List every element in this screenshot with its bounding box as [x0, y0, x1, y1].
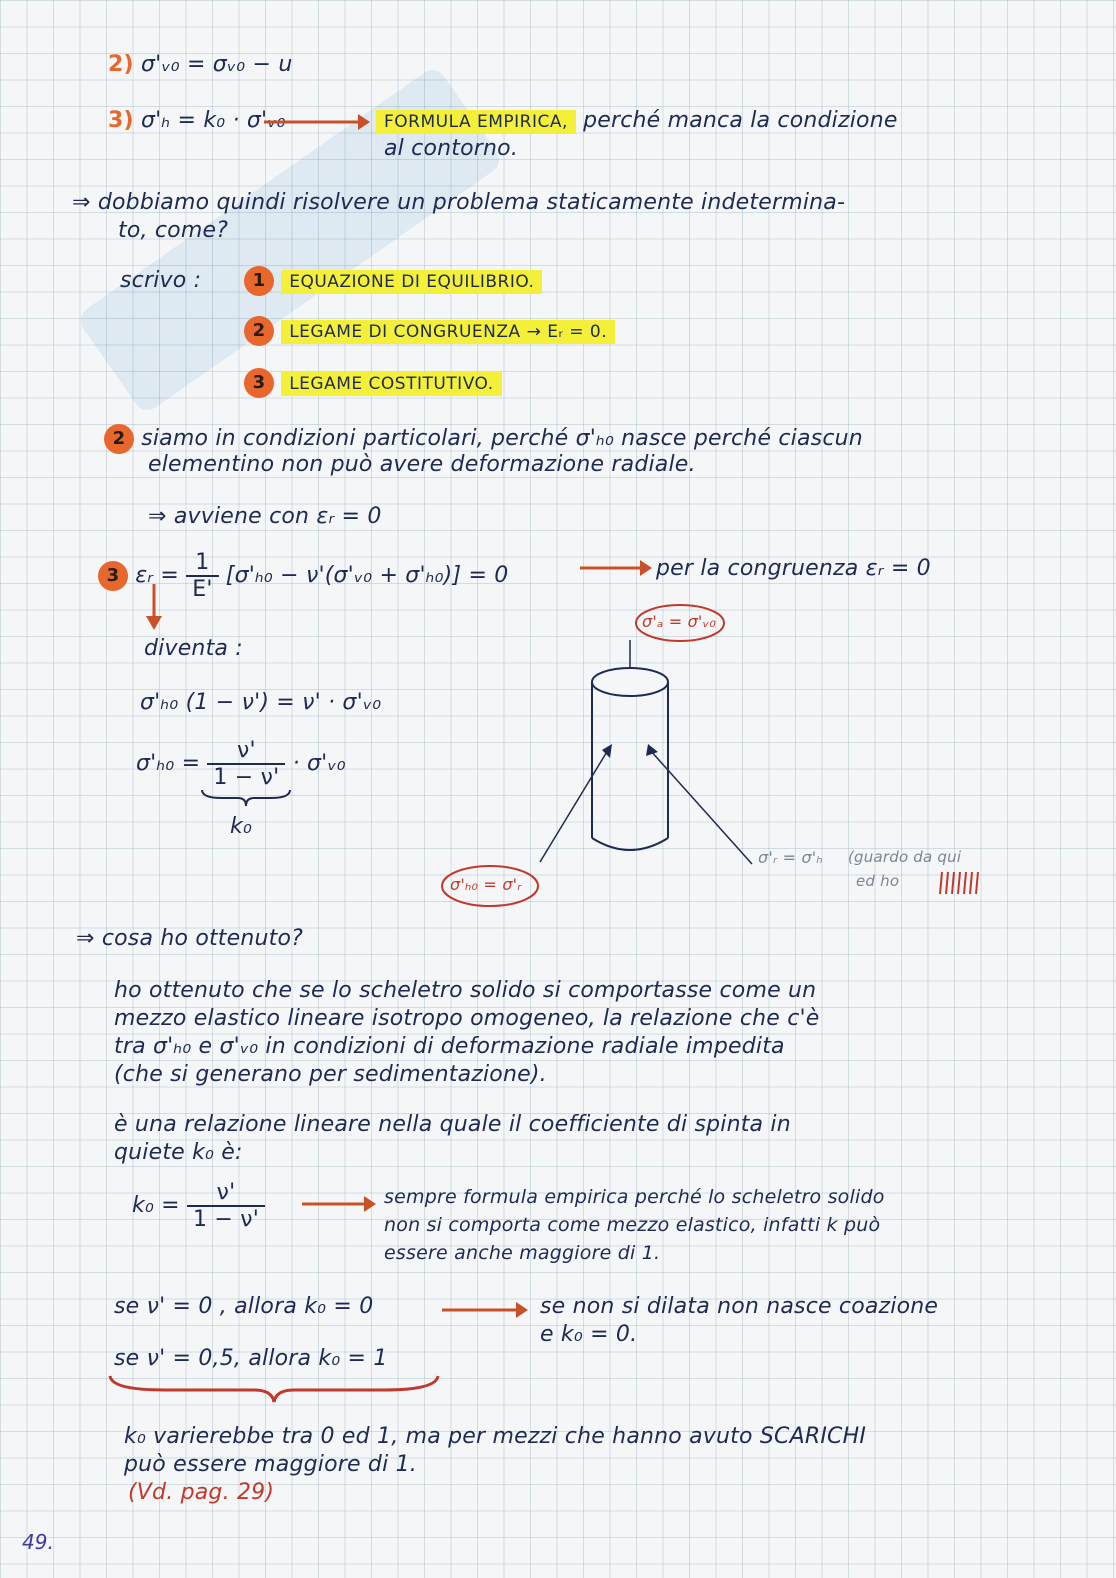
k0-fraction [187, 1180, 265, 1232]
constitutive-fraction [186, 550, 218, 602]
result-line-1: ho ottenuto che se lo scheletro solido si comportasse come un [114, 978, 817, 1003]
arrow-right-icon [578, 556, 654, 580]
derivation-2-numerator: ν' [207, 738, 285, 765]
paragraph-2-badge: 2 [104, 424, 134, 454]
case-nu-half: se ν' = 0,5, allora k₀ = 1 [114, 1346, 388, 1371]
constitutive-rhs: [σ'ₕ₀ − ν'(σ'ᵥ₀ + σ'ₕ₀)] = 0 [225, 563, 509, 588]
figure-right-note-b: ed ho [856, 872, 900, 890]
case-nu-zero-note-a: se non si dilata non nasce coazione [540, 1294, 939, 1319]
paragraph-2-line-a [104, 424, 863, 454]
paragraph-2-line-c: ⇒ avviene con εᵣ = 0 [148, 504, 382, 529]
step-1-badge: 1 [244, 266, 274, 296]
k0-lhs: k₀ = [132, 1193, 180, 1218]
k0-underbrace-label: k₀ [230, 814, 252, 839]
formula-empirica-note [376, 108, 898, 133]
step-1-text: EQUAZIONE DI EQUILIBRIO. [281, 270, 542, 294]
eq3-note-a: perché manca la condizione [583, 108, 898, 133]
k0-note-line-c: essere anche maggiore di 1. [384, 1242, 661, 1264]
derivation-line-2 [136, 738, 346, 790]
conclusion-line-2: può essere maggiore di 1. [124, 1452, 417, 1477]
equation-3-number: 3) [108, 108, 134, 133]
arrow-right-icon [262, 110, 372, 134]
step-2-result: → Εᵣ = 0. [526, 322, 608, 342]
k0-numerator: ν' [187, 1180, 265, 1207]
equation-2-text: σ'ᵥ₀ = σᵥ₀ − u [140, 52, 293, 77]
question-2: ⇒ cosa ho ottenuto? [76, 926, 304, 951]
arrow-down-icon [140, 582, 168, 632]
case-nu-zero: se ν' = 0 , allora k₀ = 0 [114, 1294, 374, 1319]
formula-empirica-highlight: FORMULA EMPIRICA, [376, 110, 576, 134]
k0-formula [132, 1180, 265, 1232]
cylinder-diagram [440, 600, 1040, 920]
figure-top-label: σ'ₐ = σ'ᵥ₀ [642, 612, 717, 631]
arrow-right-icon [440, 1298, 532, 1322]
equation-2 [108, 52, 292, 77]
brace-icon [104, 1374, 444, 1404]
k0-note-line-a: sempre formula empirica perché lo scheletro solido [384, 1186, 885, 1208]
derivation-2-fraction [207, 738, 285, 790]
step-3-text: LEGAME COSTITUTIVO. [281, 372, 501, 396]
result-line-4: (che si generano per sedimentazione). [114, 1062, 547, 1087]
derivation-2-lhs: σ'ₕ₀ = [136, 751, 201, 776]
step-2-badge: 2 [244, 316, 274, 346]
k0-note-line-b: non si comporta come mezzo elastico, infatti k può [384, 1214, 881, 1236]
equation-3 [108, 108, 286, 133]
step-1 [244, 266, 542, 296]
diventa-label: diventa : [144, 636, 243, 661]
case-nu-zero-note-b: e k₀ = 0. [540, 1322, 638, 1347]
step-2-text [281, 320, 615, 344]
question-1-line-a: ⇒ dobbiamo quindi risolvere un problema staticamente indetermina- [72, 190, 846, 215]
equation-2-number: 2) [108, 52, 134, 77]
arrow-right-icon [300, 1192, 380, 1216]
result-line-3: tra σ'ₕ₀ e σ'ᵥ₀ in condizioni di deformazione radiale impedita [114, 1034, 785, 1059]
scrivo-label: scrivo : [120, 268, 202, 293]
paragraph-3-badge: 3 [98, 561, 128, 591]
derivation-2-rhs: · σ'ᵥ₀ [292, 751, 346, 776]
step-2 [244, 316, 615, 346]
constitutive-fraction-numerator: 1 [186, 550, 218, 577]
step-3-badge: 3 [244, 368, 274, 398]
congruence-note: per la congruenza εᵣ = 0 [656, 556, 931, 581]
underbrace-icon [198, 786, 294, 808]
figure-right-label: σ'ᵣ = σ'ₕ [758, 848, 823, 867]
result-line-2: mezzo elastico lineare isotropo omogeneo, la relazione che c'è [114, 1006, 820, 1031]
constitutive-lhs: εᵣ = [135, 563, 180, 588]
equation-3-text: σ'ₕ = k₀ · σ'ᵥ₀ [140, 108, 286, 133]
page-number: 49. [22, 1530, 54, 1554]
figure-left-label: σ'ₕ₀ = σ'ᵣ [450, 875, 522, 894]
question-1-line-b: to, come? [118, 218, 229, 243]
result-line-6: quiete k₀ è: [114, 1140, 243, 1165]
conclusion-reference: (Vd. pag. 29) [128, 1480, 275, 1505]
constitutive-fraction-denominator: E' [192, 577, 213, 602]
paragraph-2-line-b: elementino non può avere deformazione radiale. [148, 452, 696, 477]
step-3 [244, 368, 502, 398]
paragraph-2-text-a: siamo in condizioni particolari, perché σ'ₕ₀ nasce perché ciascun [141, 426, 863, 451]
k0-denominator: 1 − ν' [193, 1207, 259, 1232]
eq3-note-b: al contorno. [384, 136, 519, 161]
result-line-5: è una relazione lineare nella quale il coefficiente di spinta in [114, 1112, 791, 1137]
step-2-label: LEGAME DI CONGRUENZA [289, 322, 521, 342]
derivation-2-denominator: 1 − ν' [213, 765, 280, 790]
figure-right-note-a: (guardo da qui [848, 848, 962, 866]
derivation-line-1: σ'ₕ₀ (1 − ν') = ν' · σ'ᵥ₀ [140, 690, 382, 715]
conclusion-line-1: k₀ varierebbe tra 0 ed 1, ma per mezzi che hanno avuto SCARICHI [124, 1424, 867, 1449]
